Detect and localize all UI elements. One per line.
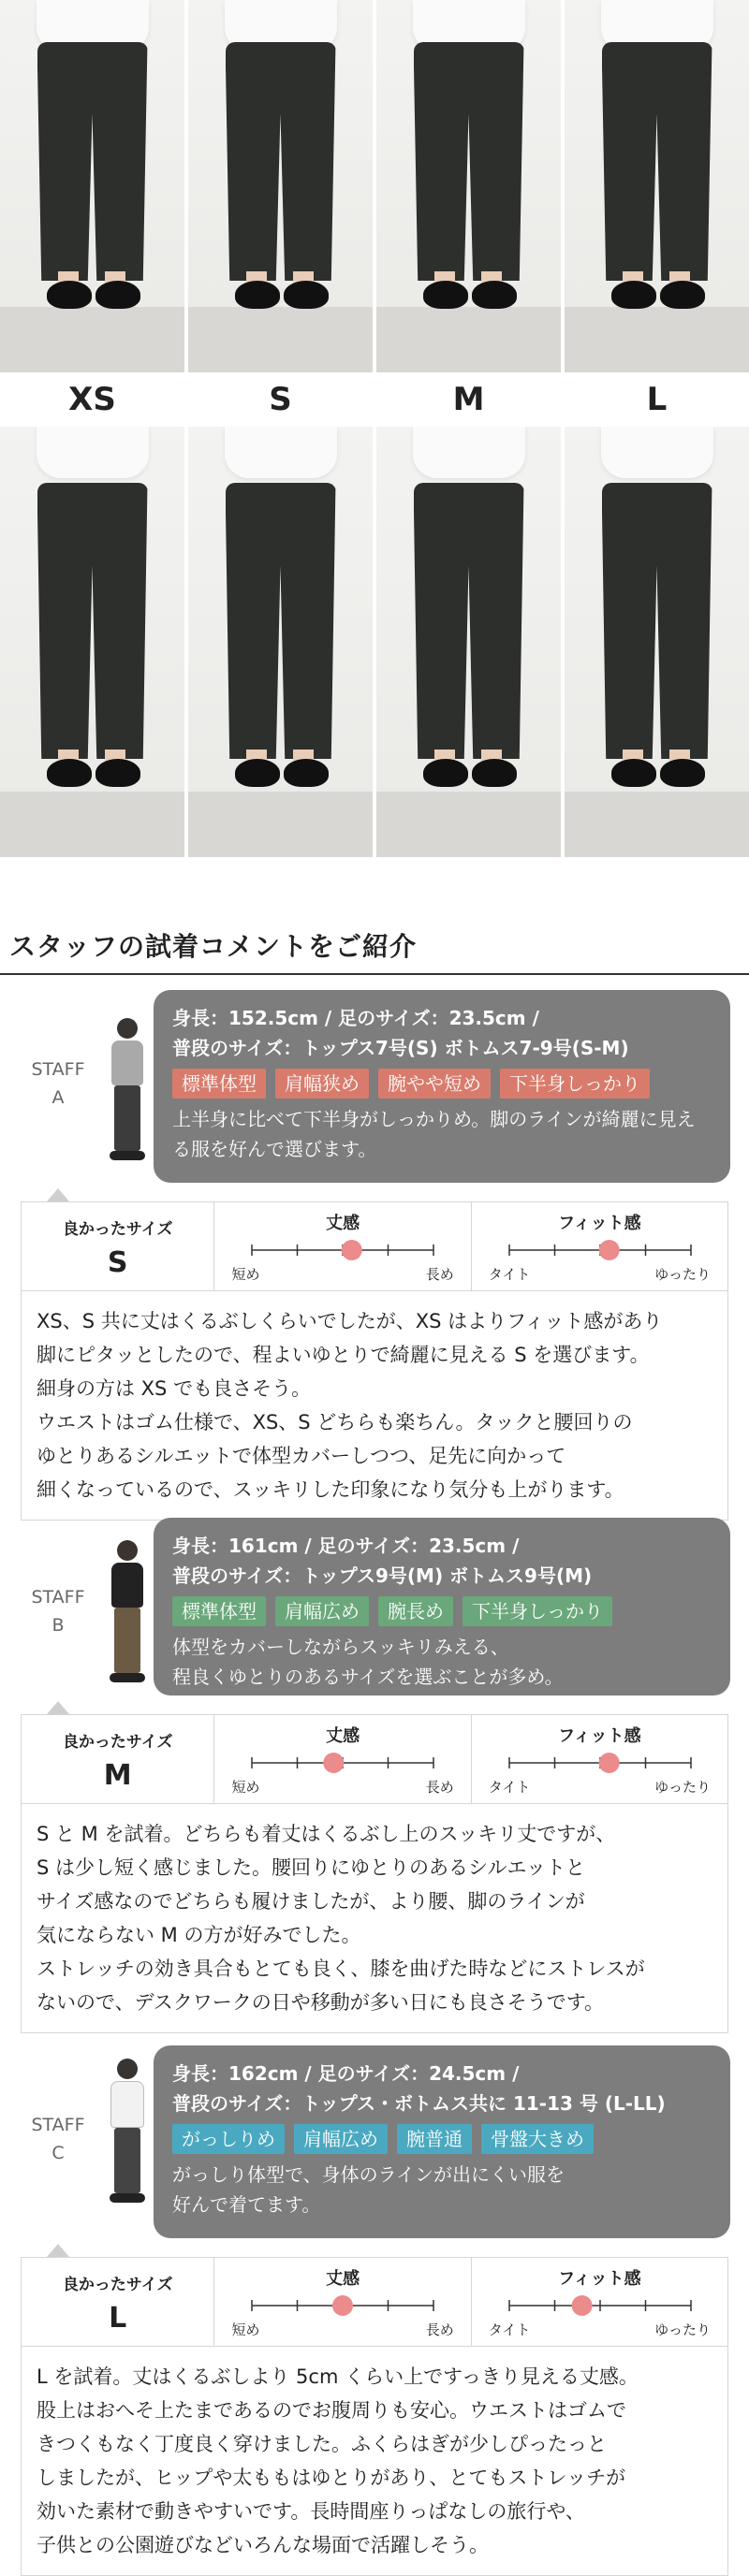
size-label-xs: XS	[68, 381, 116, 418]
bubble-pointer	[47, 1701, 69, 1714]
good-size-caption: 良かったサイズ	[62, 1733, 173, 1752]
body-tag: 下半身しっかり	[463, 1596, 612, 1626]
length-low-label: 短め	[231, 1779, 260, 1796]
body-type-tags	[172, 1596, 712, 1626]
staff-label	[21, 2111, 95, 2167]
section-title: スタッフの試着コメントをご紹介	[9, 931, 418, 962]
good-size-cell	[22, 2258, 214, 2346]
size-evaluation-panel	[21, 2257, 728, 2347]
size-label-m: M	[452, 381, 485, 418]
front-photo-xs	[0, 0, 184, 372]
back-photo-m	[376, 427, 561, 857]
scale-marker	[598, 1240, 619, 1260]
body-tag: 標準体型	[172, 1069, 266, 1099]
product-photo-grid	[0, 0, 749, 857]
body-tag: 腕普通	[397, 2124, 472, 2154]
good-size-cell	[22, 1202, 214, 1290]
length-scale	[214, 1749, 471, 1777]
fit-caption: フィット感	[558, 1726, 641, 1746]
length-scale-cell	[214, 1715, 471, 1803]
length-high-label: 長め	[425, 2321, 454, 2338]
good-size-value: S	[107, 1246, 128, 1279]
fit-scale-cell	[472, 1202, 727, 1290]
fit-low-label: タイト	[488, 1266, 531, 1283]
size-evaluation-panel	[21, 1714, 728, 1804]
body-tag: 骨盤大きめ	[481, 2124, 594, 2154]
staff-label-top: STAFF	[31, 1587, 85, 1608]
length-low-label: 短め	[231, 2321, 260, 2338]
staff-label	[21, 1583, 95, 1639]
profile-description: 体型をカバーしながらスッキリみえる、 程良くゆとりのあるサイズを選ぶことが多め。	[172, 1636, 564, 1688]
length-scale	[214, 2292, 471, 2320]
fit-caption: フィット感	[558, 1214, 641, 1233]
scale-marker	[571, 2295, 592, 2316]
fit-caption: フィット感	[558, 2269, 641, 2289]
staff-b-figure	[101, 1540, 154, 1682]
body-tag: 肩幅広め	[275, 1596, 369, 1626]
profile-description: 上半身に比べて下半身がしっかりめ。脚のラインが綺麗に見える服を好んで選びます。	[172, 1108, 696, 1160]
comment-text: S と M を試着。どちらも着丈はくるぶし上のスッキリ丈ですが、 S は少し短く感じました。腰回りにゆとりのあるシルエットと サイズ感なのでどちらも履けましたが、より腰、脚のラインが 気にならない M の方が好みでした。 ストレッチの効き具合もとても良く、膝を曲げた時などにストレスが ないので、デスクワークの日や移動が多い日にも良さそうです。	[37, 1823, 645, 2014]
staff-a-profile-bubble	[154, 990, 730, 1183]
fit-low-label: タイト	[488, 2321, 531, 2338]
profile-usual-size: 普段のサイズ：トップス・ボトムス共に 11-13 号 (L-LL)	[172, 2092, 666, 2115]
size-label-l: L	[646, 381, 668, 418]
profile-usual-size: 普段のサイズ：トップス9号(M) ボトムス9号(M)	[172, 1565, 593, 1587]
scale-marker	[324, 1753, 345, 1773]
front-photo-l	[565, 0, 749, 372]
length-scale-cell	[214, 1202, 471, 1290]
length-low-label: 短め	[231, 1266, 260, 1283]
profile-body-size: 身長：162cm / 足のサイズ：24.5cm /	[172, 2062, 520, 2085]
staff-label-top: STAFF	[31, 2115, 85, 2135]
body-tag: 肩幅広め	[294, 2124, 388, 2154]
back-photo-row	[0, 427, 749, 857]
body-tag: 腕やや短め	[378, 1069, 491, 1099]
length-high-label: 長め	[425, 1779, 454, 1796]
staff-c-figure	[101, 2059, 154, 2203]
scale-marker	[342, 1240, 362, 1260]
staff-label	[21, 1055, 95, 1112]
staff-b-profile-bubble	[154, 1518, 730, 1696]
profile-description: がっしり体型で、身体のラインが出にくい服を 好んで着てます。	[172, 2163, 565, 2216]
body-tag: 肩幅狭め	[275, 1069, 369, 1099]
back-photo-l	[565, 427, 749, 857]
fit-scale-cell	[472, 2258, 727, 2346]
bubble-pointer	[47, 2244, 69, 2257]
scale-marker	[332, 2295, 353, 2316]
body-tag: 下半身しっかり	[500, 1069, 650, 1099]
staff-label-letter: A	[51, 1087, 65, 1108]
front-photo-row	[0, 0, 749, 372]
good-size-value: L	[109, 2302, 127, 2335]
front-photo-m	[376, 0, 561, 372]
good-size-caption: 良かったサイズ	[62, 2276, 173, 2294]
size-evaluation-panel	[21, 1201, 728, 1291]
fit-scale	[472, 1749, 728, 1777]
front-photo-s	[188, 0, 373, 372]
staff-label-top: STAFF	[31, 1059, 85, 1080]
scale-marker	[598, 1753, 619, 1773]
size-label-row	[0, 372, 749, 427]
fit-high-label: ゆったり	[654, 1779, 711, 1796]
body-tag: がっしりめ	[172, 2124, 285, 2154]
length-caption: 丈感	[326, 1214, 360, 1233]
staff-c-profile-bubble	[154, 2045, 730, 2238]
staff-a-comment	[21, 1291, 728, 1521]
length-caption: 丈感	[326, 1726, 360, 1746]
length-caption: 丈感	[326, 2269, 360, 2289]
profile-body-size: 身長：152.5cm / 足のサイズ：23.5cm /	[172, 1007, 539, 1029]
body-type-tags	[172, 2124, 712, 2154]
body-type-tags	[172, 1069, 712, 1099]
fit-high-label: ゆったり	[654, 1266, 711, 1283]
body-tag: 標準体型	[172, 1596, 266, 1626]
staff-b-comment	[21, 1804, 728, 2033]
body-tag: 腕長め	[378, 1596, 453, 1626]
profile-body-size: 身長：161cm / 足のサイズ：23.5cm /	[172, 1535, 520, 1557]
comment-text: L を試着。丈はくるぶしより 5cm くらい上ですっきり見える丈感。 股上はおへそ上たまであるのでお腹周りも安心。ウエストはゴムで きつくもなく丁度良く穿けました。ふくらはぎが少しぴったっと しましたが、ヒップや太ももはゆとりがあり、とてもストレッチが 効いた素材で動きやすいです。長時間座りっぱなしの旅行や、 子供との公園遊びなどいろんな場面で活躍しそう。	[37, 2365, 639, 2556]
fit-scale-cell	[472, 1715, 727, 1803]
good-size-value: M	[103, 1759, 132, 1792]
staff-a-figure	[101, 1018, 154, 1160]
back-photo-s	[188, 427, 373, 857]
length-scale	[214, 1236, 471, 1264]
staff-label-letter: C	[51, 2143, 65, 2163]
length-high-label: 長め	[425, 1266, 454, 1283]
good-size-caption: 良かったサイズ	[62, 1220, 173, 1239]
back-photo-xs	[0, 427, 184, 857]
fit-scale	[472, 1236, 728, 1264]
fit-high-label: ゆったり	[654, 2321, 711, 2338]
good-size-cell	[22, 1715, 214, 1803]
bubble-pointer	[47, 1188, 69, 1201]
title-divider	[0, 973, 749, 975]
size-label-s: S	[269, 381, 292, 418]
staff-label-letter: B	[51, 1615, 65, 1636]
fit-low-label: タイト	[488, 1779, 531, 1796]
length-scale-cell	[214, 2258, 471, 2346]
staff-c-comment	[21, 2347, 728, 2576]
profile-usual-size: 普段のサイズ：トップス7号(S) ボトムス7-9号(S-M)	[172, 1037, 629, 1059]
comment-text: XS、S 共に丈はくるぶしくらいでしたが、XS はよりフィット感があり 脚にピタッとしたので、程よいゆとりで綺麗に見える S を選びます。 細身の方は XS でも良さそう。 ウエストはゴム仕様で、XS、S どちらも楽ちん。タックと腰回りの ゆとりあるシルエットで体型カバーしつつ、足先に向かって 細くなっているので、スッキリした印象になり気分も上がります。	[37, 1310, 663, 1501]
fit-scale	[472, 2292, 728, 2320]
